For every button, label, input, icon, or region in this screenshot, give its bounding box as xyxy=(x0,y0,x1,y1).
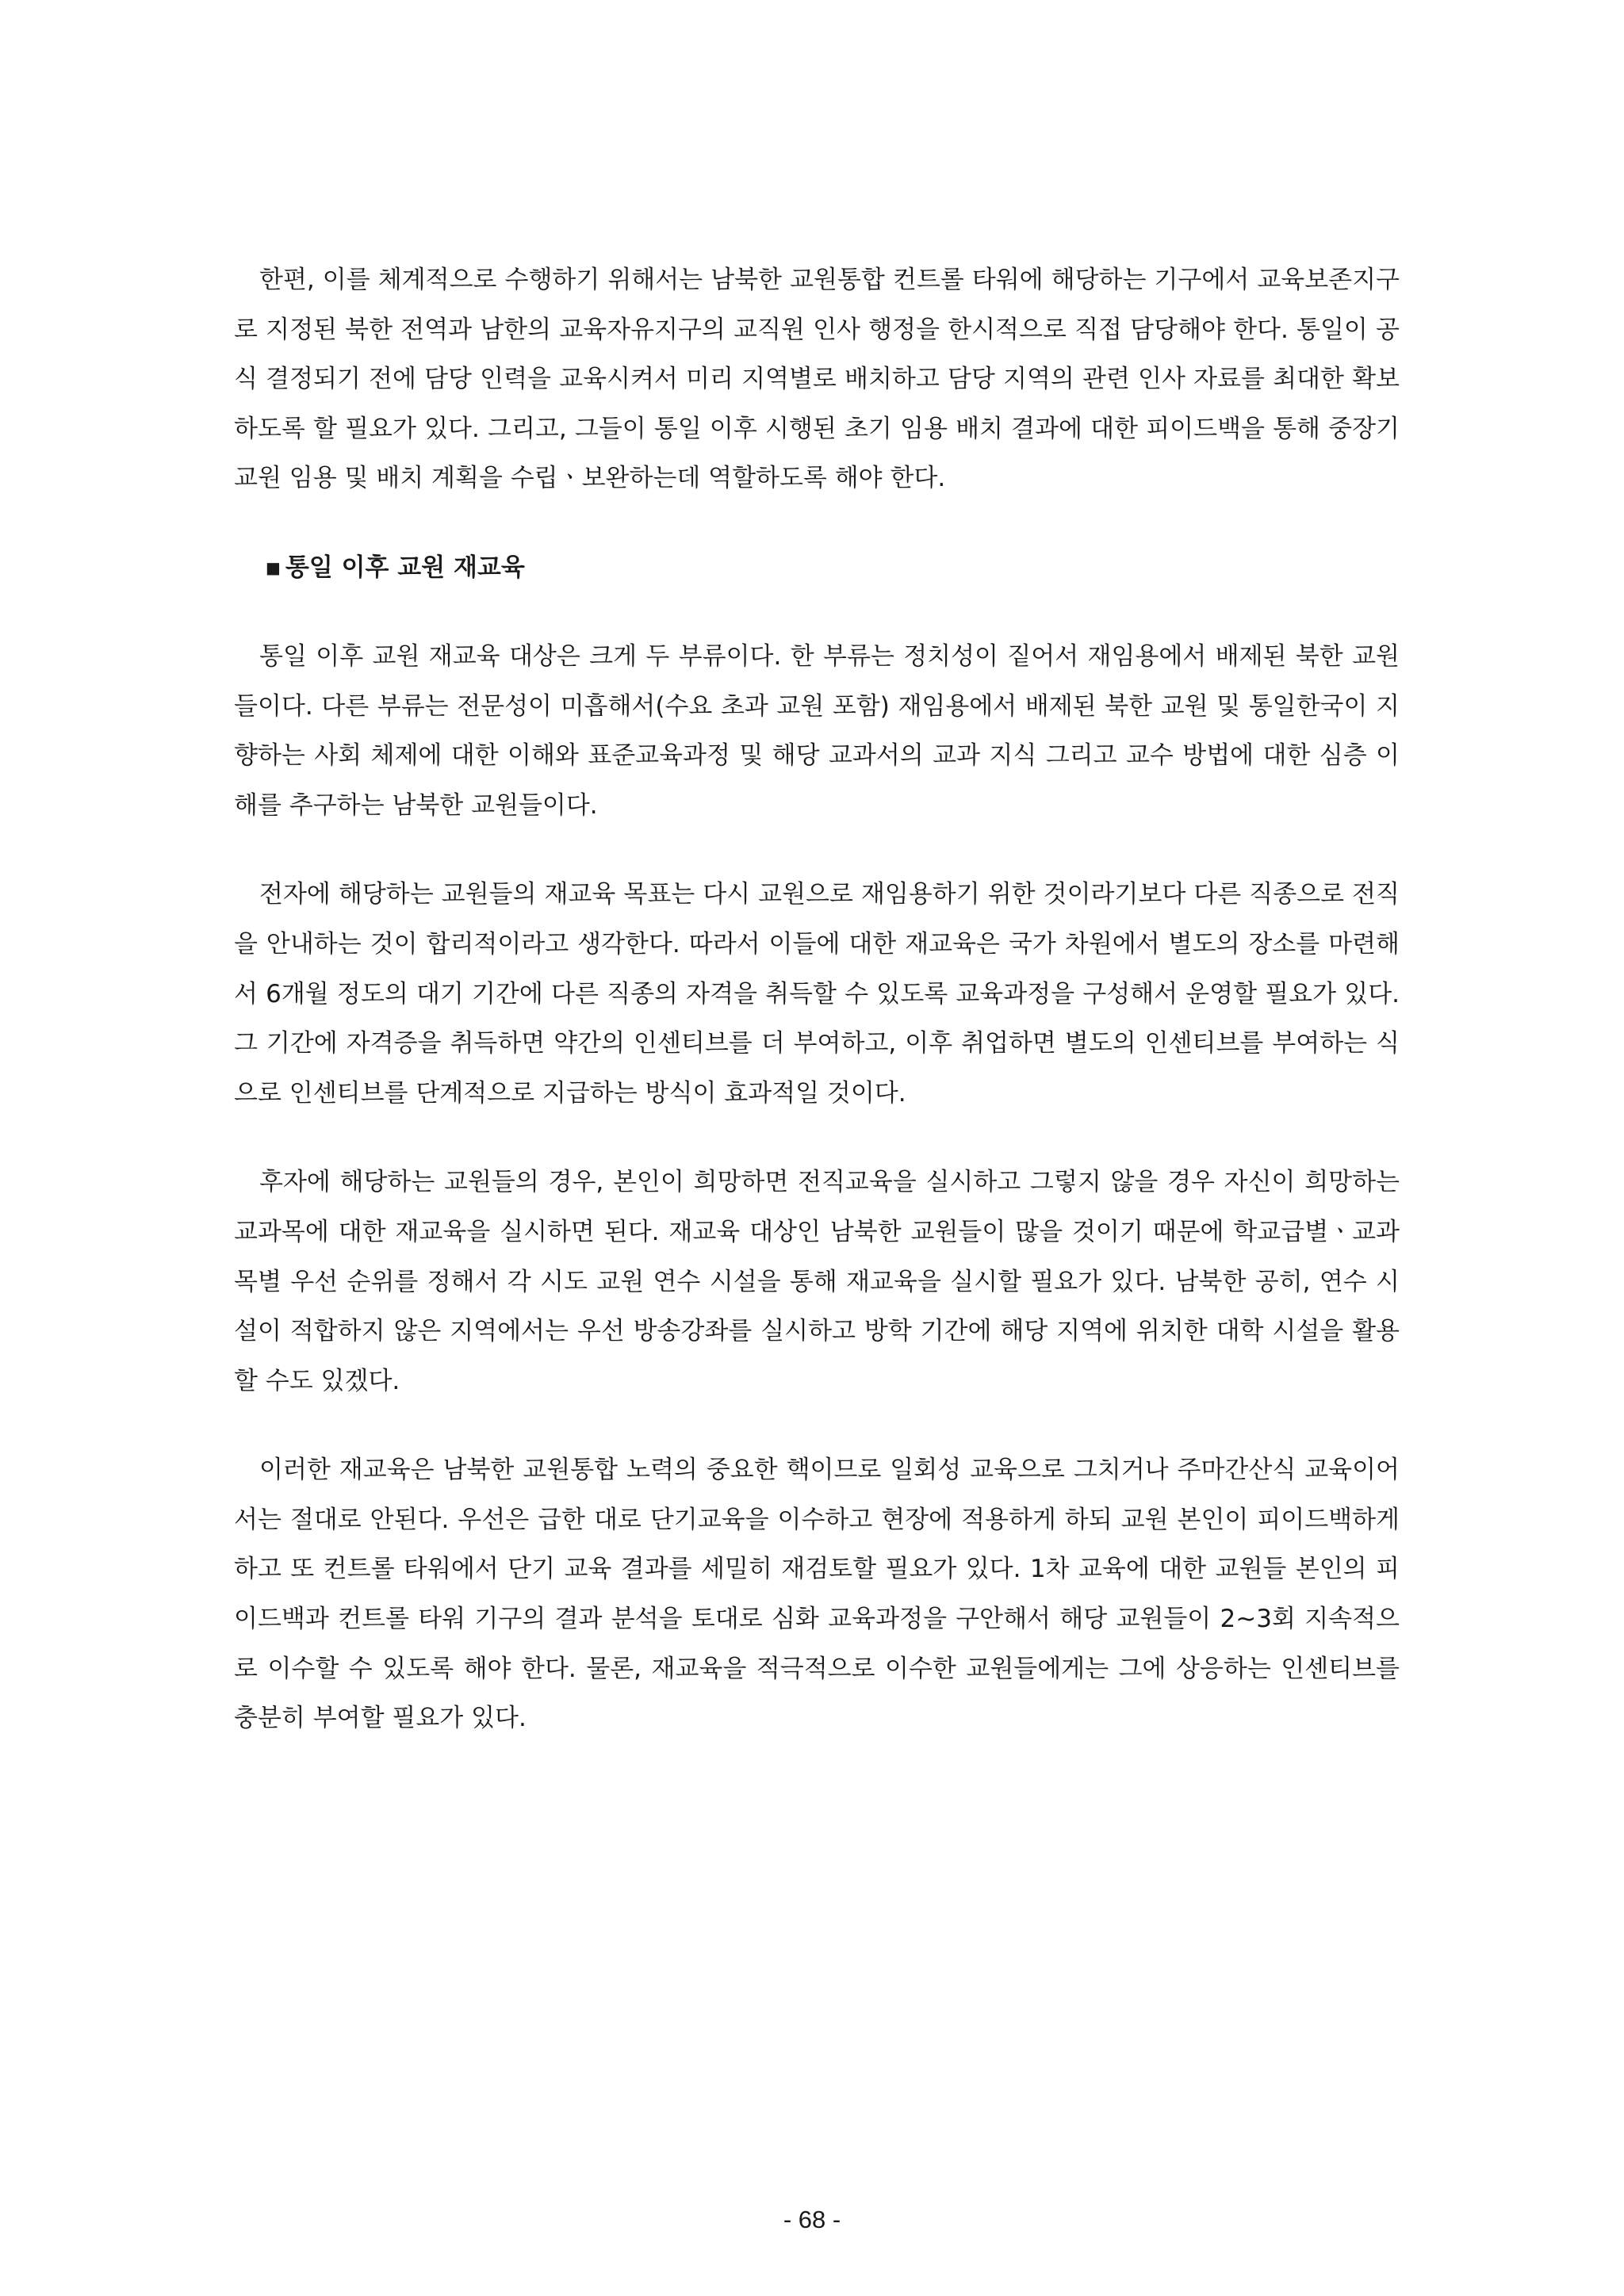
paragraph-5: 이러한 재교육은 남북한 교원통합 노력의 중요한 핵이므로 일회성 교육으로 그치거나 주마간산식 교육이어서는 절대로 안된다. 우선은 급한 대로 단기교육을 이수하고 현장에 적용하게 하되 교원 본인이 피이드백하게 하고 또 컨트롤 타워에서 단기 교육 결과를 세밀히 재검토할 필요가 있다. 1차 교육에 대한 교원들 본인의 피이드백과 컨트롤 타워 기구의 결과 분석을 토대로 심화 교육과정을 구안해서 해당 교원들이 2~3회 지속적으로 이수할 수 있도록 해야 한다. 물론, 재교육을 적극적으로 이수한 교원들에게는 그에 상응하는 인센티브를 충분히 부여할 필요가 있다. xyxy=(234,1456,1400,1733)
paragraph-4: 후자에 해당하는 교원들의 경우, 본인이 희망하면 전직교육을 실시하고 그렇지 않을 경우 자신이 희망하는 교과목에 대한 재교육을 실시하면 된다. 재교육 대상인 남북한 교원들이 많을 것이기 때문에 학교급별ㆍ교과목별 우선 순위를 정해서 각 시도 교원 연수 시설을 통해 재교육을 실시할 필요가 있다. 남북한 공히, 연수 시설이 적합하지 않은 지역에서는 우선 방송강좌를 실시하고 방학 기간에 해당 지역에 위치한 대학 시설을 활용할 수도 있겠다. xyxy=(234,1168,1400,1395)
paragraph-gap xyxy=(234,592,1400,632)
paragraph-gap xyxy=(234,1406,1400,1445)
paragraph-gap xyxy=(234,1118,1400,1158)
page-number: - 68 - xyxy=(783,2206,841,2233)
paragraph-2: 통일 이후 교원 재교육 대상은 크게 두 부류이다. 한 부류는 정치성이 짙어서 재임용에서 배제된 북한 교원들이다. 다른 부류는 전문성이 미흡해서(수요 초과 교원 포함) 재임용에서 배제된 북한 교원 및 통일한국이 지향하는 사회 체제에 대한 이해와 표준교육과정 및 해당 교과서의 교과 지식 그리고 교수 방법에 대한 심층 이해를 추구하는 남북한 교원들이다. xyxy=(234,641,1400,820)
section-heading-text: 통일 이후 교원 재교육 xyxy=(285,553,525,582)
paragraph-gap xyxy=(234,503,1400,543)
paragraph-gap xyxy=(234,830,1400,870)
paragraph-3: 전자에 해당하는 교원들의 재교육 목표는 다시 교원으로 재임용하기 위한 것이라기보다 다른 직종으로 전직을 안내하는 것이 합리적이라고 생각한다. 따라서 이들에 대한 재교육은 국가 차원에서 별도의 장소를 마련해서 6개월 정도의 대기 기간에 다른 직종의 자격을 취득할 수 있도록 교육과정을 구성해서 운영할 필요가 있다. 그 기간에 자격증을 취득하면 약간의 인센티브를 더 부여하고, 이후 취업하면 별도의 인센티브를 부여하는 식으로 인센티브를 단계적으로 지급하는 방식이 효과적일 것이다. xyxy=(234,880,1400,1108)
paragraph-1: 한편, 이를 체계적으로 수행하기 위해서는 남북한 교원통합 컨트롤 타워에 해당하는 기구에서 교육보존지구로 지정된 북한 전역과 남한의 교육자유지구의 교직원 인사 행정을 한시적으로 직접 담당해야 한다. 통일이 공식 결정되기 전에 담당 인력을 교육시켜서 미리 지역별로 배치하고 담당 지역의 관련 인사 자료를 최대한 확보하도록 할 필요가 있다. 그리고, 그들이 통일 이후 시행된 초기 임용 배치 결과에 대한 피이드백을 통해 중장기 교원 임용 및 배치 계획을 수립ㆍ보완하는데 역할하도록 해야 한다. xyxy=(234,266,1400,493)
document-body xyxy=(234,255,1400,1743)
section-heading xyxy=(266,543,1400,592)
square-bullet-icon: ■ xyxy=(266,557,281,577)
